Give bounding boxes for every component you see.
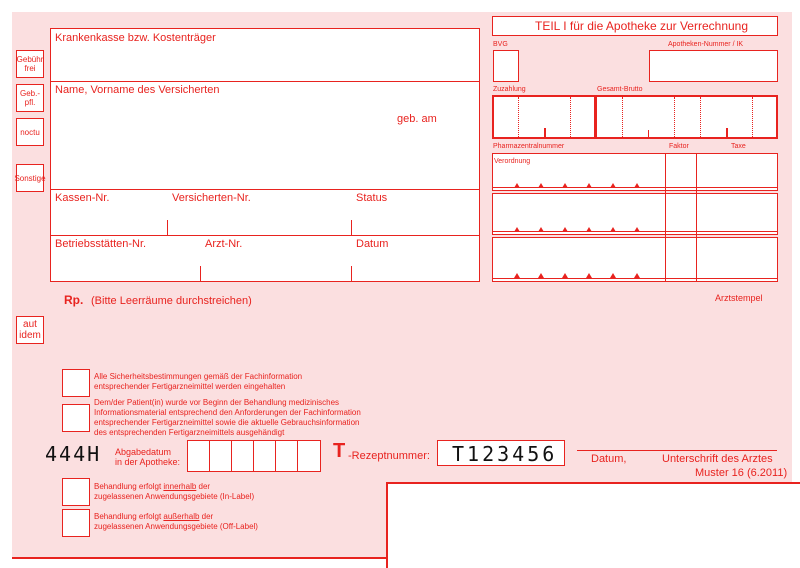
betriebsstaetten-nr-label: Betriebsstätten-Nr. <box>55 238 147 250</box>
datum-label: Datum <box>356 238 389 250</box>
signature-line <box>577 450 777 451</box>
patient-info-checkbox[interactable] <box>62 404 90 432</box>
rezeptnummer-label: -Rezeptnummer: <box>348 450 430 462</box>
rezeptnummer-value: T123456 <box>452 442 558 466</box>
marker-icon <box>562 183 568 188</box>
abgabedatum-digit-3[interactable] <box>231 440 255 472</box>
off-label-checkbox[interactable] <box>62 509 90 537</box>
name-label: Name, Vorname des Versicherten <box>55 84 220 96</box>
unterschrift-label: Unterschrift des Arztes <box>662 453 773 465</box>
marker-icon <box>610 273 616 278</box>
marker-icon <box>514 273 520 278</box>
gebuehr-frei-box[interactable]: Gebühr frei <box>16 50 44 78</box>
form-cutout <box>386 482 800 568</box>
abgabedatum-digit-5[interactable] <box>275 440 299 472</box>
sicherheit-checkbox[interactable] <box>62 369 90 397</box>
sicherheit-text: Alle Sicherheitsbestimmungen gemäß der Fachinformation entsprechender Fertigarzneimittel werden eingehalten <box>94 372 303 391</box>
status-label: Status <box>356 192 388 204</box>
marker-icon <box>634 273 640 278</box>
marker-icon <box>514 227 520 232</box>
geb-pfl-box[interactable]: Geb.- pfl. <box>16 84 44 112</box>
kassen-row <box>50 190 480 236</box>
kassen-nr-label: Kassen-Nr. <box>55 192 110 204</box>
ik-field[interactable] <box>649 50 778 82</box>
muster-label: Muster 16 (6.2011) <box>695 467 788 479</box>
rp-label: Rp. <box>64 293 84 307</box>
apotheke-title: TEIL I für die Apotheke zur Verrechnung <box>535 19 749 33</box>
abgabedatum-digit-1[interactable] <box>187 440 211 472</box>
marker-icon <box>586 183 592 188</box>
name-field[interactable] <box>50 82 480 190</box>
gesamt-brutto-label: Gesamt-Brutto <box>597 86 643 93</box>
marker-icon <box>634 183 640 188</box>
marker-icon <box>610 227 616 232</box>
marker-icon <box>562 273 568 278</box>
verordnung-label: Verordnung <box>494 158 531 165</box>
marker-icon <box>586 227 592 232</box>
marker-icon <box>538 273 544 278</box>
arztstempel-label: Arztstempel <box>715 293 763 303</box>
patient-info-text: Dem/der Patient(in) wurde vor Beginn der Behandlung medizinisches Informationsmaterial entsprechend den Anforderungen der Fachinformation entsprechender Fertigarzneimittel sowie die aktuelle Gebrauchsinformation des entsprechenden Fertigarzneimittels ausgehändigt <box>94 398 361 437</box>
sonstige-box[interactable]: Sonstige <box>16 164 44 192</box>
ik-label: Apotheken-Nummer / IK <box>668 41 744 48</box>
bottom-edge-line <box>12 557 388 559</box>
noctu-box[interactable]: noctu <box>16 118 44 146</box>
geb-am-label: geb. am <box>397 113 437 125</box>
taxe-label: Taxe <box>731 143 746 150</box>
krankenkasse-label: Krankenkasse bzw. Kostenträger <box>55 32 216 44</box>
form-code: 444H <box>45 442 102 466</box>
t-letter: T <box>333 440 346 462</box>
marker-icon <box>562 227 568 232</box>
marker-icon <box>634 227 640 232</box>
versicherten-nr-label: Versicherten-Nr. <box>172 192 251 204</box>
faktor-label: Faktor <box>669 143 689 150</box>
marker-icon <box>514 183 520 188</box>
off-label-text: Behandlung erfolgt außerhalb der zugelassenen Anwendungsgebiete (Off-Label) <box>94 512 258 531</box>
marker-icon <box>586 273 592 278</box>
datum-signature-label: Datum, <box>591 453 627 465</box>
in-label-checkbox[interactable] <box>62 478 90 506</box>
abgabedatum-digit-4[interactable] <box>253 440 277 472</box>
zuzahlung-label: Zuzahlung <box>493 86 526 93</box>
abgabedatum-label: Abgabedatum in der Apotheke: <box>115 447 181 467</box>
rp-hint: (Bitte Leerräume durchstreichen) <box>91 295 252 307</box>
abgabedatum-digit-6[interactable] <box>297 440 321 472</box>
in-label-text: Behandlung erfolgt innerhalb der zugelassenen Anwendungsgebiete (In-Label) <box>94 482 255 501</box>
marker-icon <box>538 183 544 188</box>
abgabedatum-digit-2[interactable] <box>209 440 233 472</box>
bvg-label: BVG <box>493 41 508 48</box>
bvg-field[interactable] <box>493 50 519 82</box>
arzt-nr-label: Arzt-Nr. <box>205 238 243 250</box>
marker-icon <box>610 183 616 188</box>
marker-icon <box>538 227 544 232</box>
aut-idem-box[interactable]: aut idem <box>16 316 44 344</box>
pzn-label: Pharmazentralnummer <box>493 143 565 150</box>
